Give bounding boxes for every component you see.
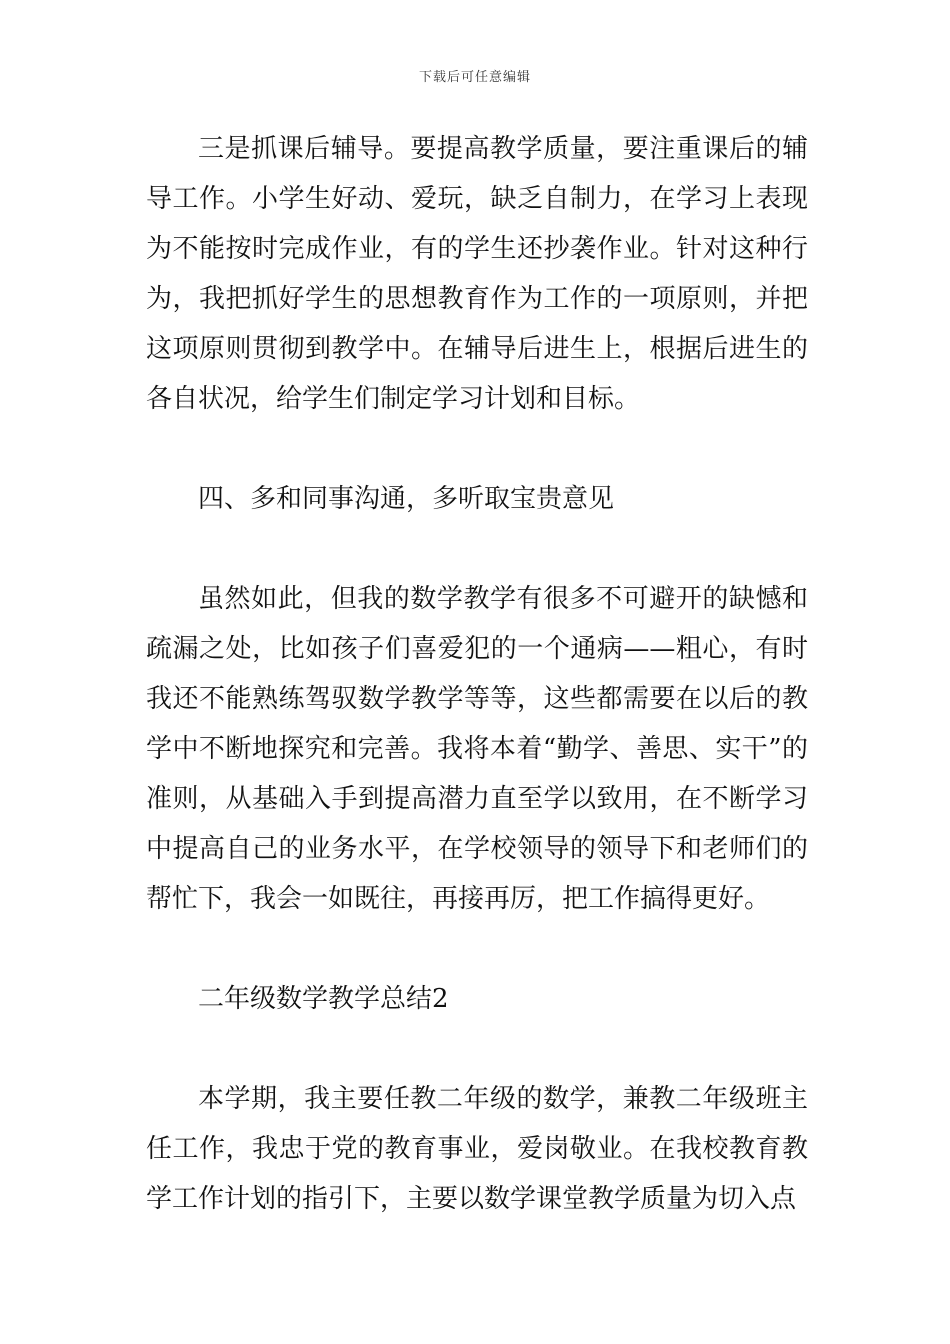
section-title-summary-2: 二年级数学教学总结2: [198, 984, 449, 1014]
document-body: [146, 124, 808, 1224]
paragraph-spacer: [146, 424, 808, 474]
paragraph-semester-intro: 本学期，我主要任教二年级的数学，兼教二年级班主任工作，我忠于党的教育事业，爱岗敬业。在我校教育教学工作计划的指引下，主要以数学课堂教学质量为切入点: [146, 1084, 808, 1214]
section-heading-communicate: 四、多和同事沟通，多听取宝贵意见: [198, 484, 615, 514]
paragraph-after-class-tutoring: 三是抓课后辅导。要提高教学质量，要注重课后的辅导工作。小学生好动、爱玩，缺乏自制力，在学习上表现为不能按时完成作业，有的学生还抄袭作业。针对这种行为，我把抓好学生的思想教育作为工作的一项原则，并把这项原则贯彻到教学中。在辅导后进生上，根据后进生的各自状况，给学生们制定学习计划和目标。: [146, 134, 808, 414]
paragraph-spacer: [146, 924, 808, 974]
paragraph-spacer: [146, 524, 808, 574]
paragraph-shortcomings: 虽然如此，但我的数学教学有很多不可避开的缺憾和疏漏之处，比如孩子们喜爱犯的一个通病——粗心，有时我还不能熟练驾驭数学教学等等，这些都需要在以后的教学中不断地探究和完善。我将本着“勤学、善思、实干”的准则，从基础入手到提高潜力直至学以致用，在不断学习中提高自己的业务水平，在学校领导的领导下和老师们的帮忙下，我会一如既往，再接再厉，把工作搞得更好。: [146, 584, 808, 914]
paragraph-spacer: [146, 1024, 808, 1074]
page-header: 下载后可任意编辑: [418, 70, 531, 85]
